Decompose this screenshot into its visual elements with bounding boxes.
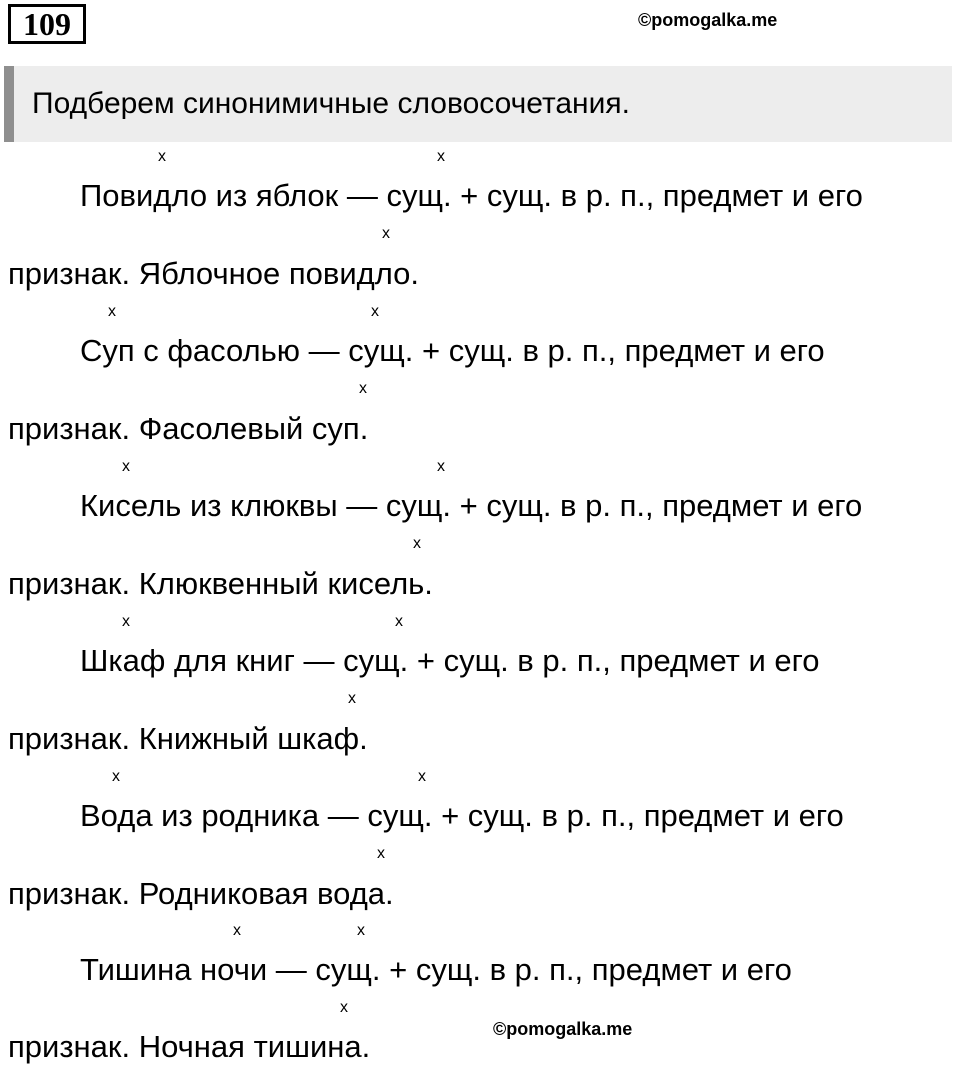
main-word-mark: x [158,148,166,165]
heading-text: Подберем синонимичные словосочетания. [32,87,630,120]
dependent-word-mark: x [437,458,445,475]
answer-main-mark: x [340,999,348,1016]
dependent-word-mark: x [357,922,365,939]
entry-line-1: Суп с фасолью — сущ. + сущ. в р. п., предмет и его [80,333,825,368]
entry-line-1: Вода из родника — сущ. + сущ. в р. п., предмет и его [80,798,844,833]
answer-main-mark: x [377,845,385,862]
heading-bar [4,66,952,142]
entry-line-1: Шкаф для книг — сущ. + сущ. в р. п., предмет и его [80,643,820,678]
answer-main-mark: x [413,535,421,552]
entry-line-2: признак. Клюквенный кисель. [8,566,433,601]
entry-line-2: признак. Родниковая вода. [8,876,394,911]
entry-line-2: признак. Книжный шкаф. [8,721,368,756]
watermark-top: ©pomogalka.me [638,10,778,30]
answer-main-mark: x [382,225,390,242]
main-word-mark: x [112,768,120,785]
entry-line-1: Тишина ночи — сущ. + сущ. в р. п., предмет и его [80,952,792,987]
dependent-word-mark: x [395,613,403,630]
watermark-bottom: ©pomogalka.me [493,1019,633,1039]
entry-line-1: Кисель из клюквы — сущ. + сущ. в р. п., предмет и его [80,488,863,523]
main-word-mark: x [122,458,130,475]
answer-main-mark: x [359,380,367,397]
entry-line-2: признак. Яблочное повидло. [8,256,420,291]
dependent-word-mark: x [418,768,426,785]
dependent-word-mark: x [371,303,379,320]
main-word-mark: x [233,922,241,939]
main-word-mark: x [122,613,130,630]
task-number: 109 [8,4,86,44]
main-word-mark: x [108,303,116,320]
answer-main-mark: x [348,690,356,707]
entry-line-2: признак. Фасолевый суп. [8,411,369,446]
entry-line-1: Повидло из яблок — сущ. + сущ. в р. п., предмет и его [80,178,863,213]
entry-line-2: признак. Ночная тишина. [8,1029,371,1064]
dependent-word-mark: x [437,148,445,165]
